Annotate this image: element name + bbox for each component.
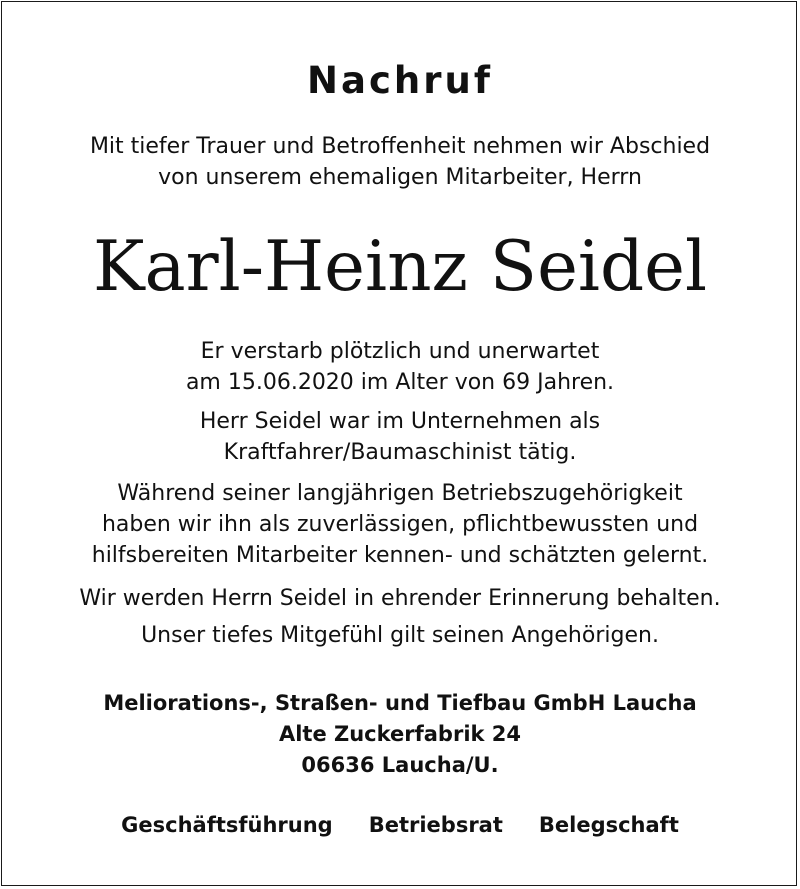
signer-works-council: Betriebsrat xyxy=(368,813,503,837)
role-line: Herr Seidel war im Unternehmen als xyxy=(199,409,601,434)
tribute-line: haben wir ihn als zuverlässigen, pflichtbewussten und xyxy=(101,512,699,537)
company-city: 06636 Laucha/U. xyxy=(301,753,499,777)
remembrance-text: Wir werden Herrn Seidel in ehrender Erinnerung behalten. xyxy=(79,586,721,611)
company-name: Meliorations-, Straßen- und Tiefbau GmbH Laucha xyxy=(103,691,697,715)
condolence-text: Unser tiefes Mitgefühl gilt seinen Angehörigen. xyxy=(141,623,659,648)
deceased-name: Karl-Heinz Seidel xyxy=(92,227,708,307)
role-text xyxy=(0,406,800,468)
tribute-line: hilfsbereiten Mitarbeiter kennen- und schätzten gelernt. xyxy=(91,543,709,568)
intro-text xyxy=(0,131,800,193)
death-info xyxy=(0,336,800,398)
signer-management: Geschäftsführung xyxy=(121,813,333,837)
company-block xyxy=(0,688,800,781)
company-street: Alte Zuckerfabrik 24 xyxy=(278,722,522,746)
tribute-text xyxy=(0,478,800,571)
signers-row xyxy=(0,808,800,842)
role-line: Kraftfahrer/Baumaschinist tätig. xyxy=(223,440,577,465)
intro-line: von unserem ehemaligen Mitarbeiter, Herrn xyxy=(158,165,642,190)
death-info-line: am 15.06.2020 im Alter von 69 Jahren. xyxy=(185,370,615,395)
death-info-line: Er verstarb plötzlich und unerwartet xyxy=(200,339,600,364)
tribute-line: Während seiner langjährigen Betriebszugehörigkeit xyxy=(117,481,683,506)
intro-line: Mit tiefer Trauer und Betroffenheit nehmen wir Abschied xyxy=(89,134,711,159)
notice-title: Nachruf xyxy=(307,59,493,102)
signer-staff: Belegschaft xyxy=(538,813,679,837)
